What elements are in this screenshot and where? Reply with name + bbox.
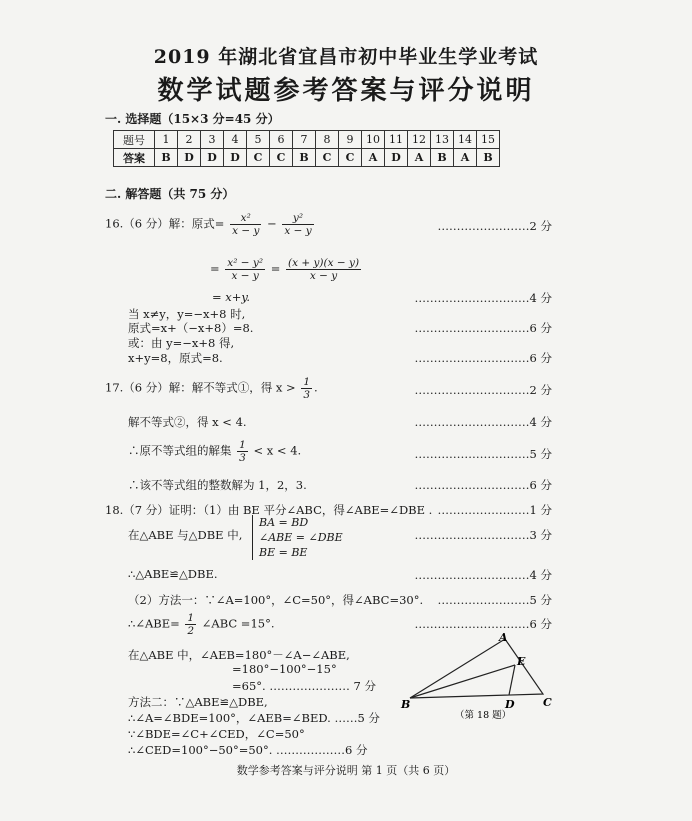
q18-line-6: 在△ABE 中，∠AEB=180°－∠A−∠ABE,: [128, 648, 350, 662]
q16-line-5: 原式=x+（−x+8）=8.: [128, 321, 254, 335]
score-mark: …………………………6 分: [414, 351, 552, 365]
q18-line-3: ∴△ABE≌△DBE.: [128, 567, 218, 581]
score-mark: ……………………1 分: [437, 503, 552, 517]
denominator: x − y: [309, 270, 338, 282]
segment-be: [410, 665, 515, 698]
q18-line-8: =65°. ………………… 7 分: [232, 679, 376, 693]
triangle-figure: [395, 632, 565, 722]
answer-cell: D: [178, 149, 201, 167]
q18-line-10: ∴∠A=∠BDE=100°，∠AEB=∠BED. ……5 分: [128, 711, 380, 725]
question-number-cell: 3: [201, 131, 224, 149]
score-mark: …………………………3 分: [414, 528, 552, 542]
operator: −: [267, 216, 277, 231]
condition-3: BE = BE: [259, 546, 308, 559]
label-d: D: [505, 698, 515, 711]
score-mark: …………………………4 分: [414, 415, 552, 429]
score-mark: …………………………6 分: [414, 321, 552, 335]
fraction: [237, 439, 248, 464]
operator: =: [210, 261, 220, 276]
section-1-heading: 一. 选择题（15×3 分=45 分）: [105, 112, 280, 126]
fraction: [282, 212, 313, 237]
q16-line-1: [105, 212, 316, 237]
q18-line-7: =180°−100°−15°: [232, 662, 337, 676]
question-number-cell: 13: [431, 131, 454, 149]
table-header-cell: 题号: [114, 131, 155, 149]
q16-line-7: x+y=8，原式=8.: [128, 351, 223, 365]
fraction: [230, 212, 261, 237]
answer-cell: A: [454, 149, 477, 167]
answer-cell: B: [431, 149, 454, 167]
label-c: C: [543, 696, 552, 709]
question-number-cell: 15: [477, 131, 500, 149]
score-mark: …………………………4 分: [414, 568, 552, 582]
score-mark: ……………………5 分: [437, 593, 552, 607]
question-number-cell: 9: [339, 131, 362, 149]
question-number-cell: 14: [454, 131, 477, 149]
label-a: A: [499, 632, 508, 644]
q18-line-5: [128, 612, 274, 637]
answer-cell: D: [201, 149, 224, 167]
numerator: x²: [230, 212, 261, 225]
page-footer: 数学参考答案与评分说明 第 1 页（共 6 页）: [236, 764, 456, 777]
numerator: 1: [239, 439, 246, 451]
question-number-cell: 6: [270, 131, 293, 149]
q18-line-2: 在△ABE 与△DBE 中,: [128, 528, 243, 542]
figure-caption: （第 18 题）: [455, 710, 512, 721]
denominator: x − y: [232, 225, 260, 237]
q16-line-2: [210, 257, 363, 282]
q18-line-9: 方法二：∵△ABE≌△DBE,: [128, 695, 268, 709]
denominator: 3: [239, 452, 246, 464]
answer-cell: C: [339, 149, 362, 167]
answer-cell: A: [408, 149, 431, 167]
segment-ed: [509, 665, 515, 695]
triangle-abc: [410, 639, 543, 698]
system-brace: [252, 515, 343, 560]
q16-line-3: = x+y.: [212, 290, 251, 304]
fraction: [286, 257, 361, 282]
question-number-cell: 10: [362, 131, 385, 149]
label-b: B: [401, 698, 411, 711]
q18-text: ∴∠ABE=: [128, 616, 180, 631]
question-number-cell: 7: [293, 131, 316, 149]
table-header-cell: 答案: [114, 149, 155, 167]
question-number-cell: 12: [408, 131, 431, 149]
score-mark: …………………………6 分: [414, 478, 552, 492]
answer-cell: C: [316, 149, 339, 167]
q17-intro: 17.（6 分）解：解不等式①，得 x >: [105, 380, 296, 395]
score-mark: …………………………4 分: [414, 291, 552, 305]
denominator: x − y: [231, 270, 259, 282]
q18-line-4: （2）方法一：∵∠A=100°，∠C=50°，得∠ABC=30°.: [128, 593, 424, 607]
q18-line-11: ∵∠BDE=∠C+∠CED，∠C=50°: [128, 727, 305, 741]
answer-cell: C: [270, 149, 293, 167]
section-2-heading: 二. 解答题（共 75 分）: [105, 187, 235, 201]
question-number-cell: 11: [385, 131, 408, 149]
question-number-cell: 4: [224, 131, 247, 149]
score-mark: …………………………2 分: [414, 383, 552, 397]
numerator: x² − y²: [227, 257, 264, 269]
question-number-cell: 5: [247, 131, 270, 149]
q17-line-1: [105, 376, 318, 401]
numerator: (x + y)(x − y): [288, 257, 360, 269]
q18-line-1: 18.（7 分）证明：（1）由 BE 平分∠ABC，得∠ABE=∠DBE .: [105, 503, 433, 517]
q16-intro: 16.（6 分）解：原式=: [105, 216, 225, 231]
score-mark: …………………………5 分: [414, 447, 552, 461]
q17-line-2: 解不等式②，得 x < 4.: [128, 415, 247, 429]
answer-cell: B: [293, 149, 316, 167]
answer-cell: A: [362, 149, 385, 167]
denominator: 3: [303, 389, 311, 401]
q18-line-12: ∴∠CED=100°−50°=50°. ………………6 分: [128, 743, 368, 757]
fraction: [225, 257, 265, 282]
exam-title: 2019 年湖北省宜昌市初中毕业生学业考试: [153, 46, 539, 68]
question-number-cell: 2: [178, 131, 201, 149]
question-number-cell: 1: [155, 131, 178, 149]
q16-line-4: 当 x≠y，y=−x+8 时,: [128, 307, 246, 321]
condition-2: ∠ABE = ∠DBE: [259, 531, 343, 544]
question-number-cell: 8: [316, 131, 339, 149]
q17-text: ∴原不等式组的解集: [128, 443, 232, 458]
table-row: [114, 131, 500, 149]
answer-cell: C: [247, 149, 270, 167]
numerator: 1: [303, 376, 311, 388]
fraction: [185, 612, 196, 637]
answer-table: [113, 130, 500, 167]
fraction: [301, 376, 312, 401]
answer-cell: D: [224, 149, 247, 167]
q17-line-4: ∴该不等式组的整数解为 1，2，3.: [128, 478, 307, 492]
answer-cell: B: [155, 149, 178, 167]
denominator: x − y: [284, 225, 312, 237]
answer-cell: D: [385, 149, 408, 167]
denominator: 2: [187, 625, 195, 637]
document-title: 数学试题参考答案与评分说明: [157, 76, 535, 106]
numerator: 1: [187, 612, 195, 624]
condition-1: BA = BD: [259, 516, 309, 529]
q17-line-3: [128, 439, 301, 464]
q18-text: ∠ABC =15°.: [201, 616, 275, 631]
score-mark: ……………………2 分: [437, 219, 552, 233]
q17-text: < x < 4.: [253, 443, 302, 458]
table-row: [114, 149, 500, 167]
period: .: [314, 380, 318, 395]
label-e: E: [517, 655, 526, 668]
operator: =: [270, 261, 281, 276]
score-mark: …………………………6 分: [414, 617, 552, 631]
answer-cell: B: [477, 149, 500, 167]
numerator: y²: [282, 212, 313, 225]
q16-line-6: 或：由 y=−x+8 得,: [128, 336, 235, 350]
